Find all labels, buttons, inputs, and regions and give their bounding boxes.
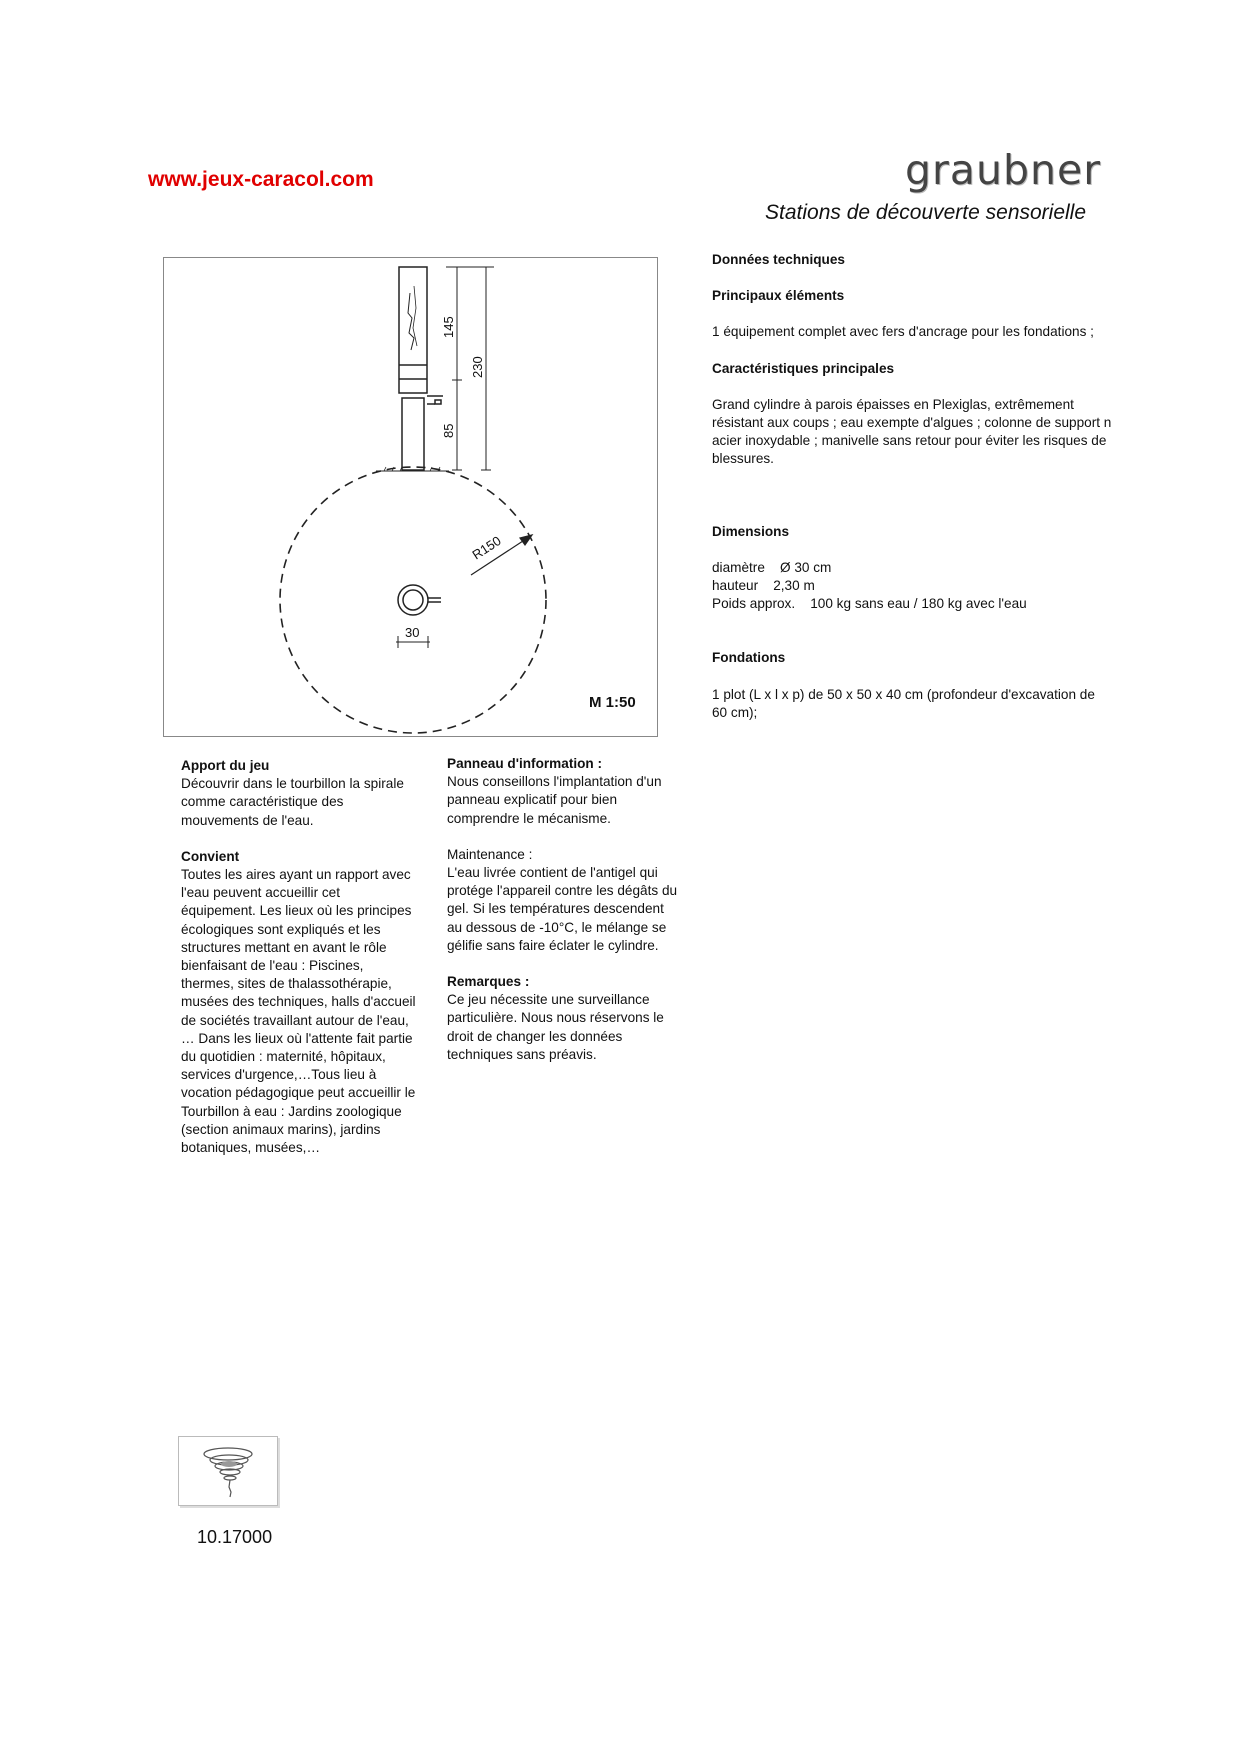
- main-elements-title: Principaux éléments: [712, 288, 845, 304]
- apport-text: Découvrir dans le tourbillon la spirale comme caractéristique des mouvements de l'eau.: [181, 776, 404, 828]
- dim-radius: R150: [469, 533, 504, 563]
- website-link[interactable]: www.jeux-caracol.com: [148, 168, 374, 191]
- remarques-title: Remarques :: [447, 974, 530, 990]
- apport-title: Apport du jeu: [181, 758, 270, 773]
- dim-30: 30: [405, 625, 420, 640]
- column-top-view: [398, 585, 441, 615]
- foundations-title: Fondations: [712, 650, 786, 666]
- brand-logo: graubner: [905, 146, 1102, 194]
- panneau-text: Nous conseillons l'implantation d'un panneau explicatif pour bien comprendre le mécanisme.: [447, 774, 662, 826]
- scale-label: M 1:50: [589, 694, 636, 711]
- dim-230: 230: [470, 356, 485, 378]
- page-subtitle: Stations de découverte sensorielle: [765, 201, 1087, 224]
- range-circle: [280, 467, 546, 733]
- dimension-line: Poids approx. 100 kg sans eau / 180 kg avec l'eau: [712, 596, 1027, 612]
- dim-145: 145: [441, 316, 456, 338]
- column-side-view: [376, 267, 449, 471]
- remarques-text: Ce jeu nécessite une surveillance particulière. Nous nous réservons le droit de changer les données techniques sans préavis.: [447, 992, 664, 1062]
- product-icon-box: [178, 1436, 278, 1506]
- characteristics-title: Caractéristiques principales: [712, 360, 895, 376]
- specs-title: Données techniques: [712, 252, 845, 267]
- technical-specs: [712, 251, 1112, 740]
- characteristics-text: Grand cylindre à parois épaisses en Plexiglas, extrêmement résistant aux coups ; eau exempte d'algues ; colonne de support n acier inoxydable ; manivelle sans retour pour éviter les risques de blessures.: [712, 396, 1112, 467]
- left-text-column: [181, 757, 416, 1157]
- main-elements-text: 1 équipement complet avec fers d'ancrage pour les fondations ;: [712, 324, 1094, 340]
- maintenance-title: Maintenance :: [447, 846, 533, 862]
- dim-85: 85: [441, 423, 456, 438]
- panneau-title: Panneau d'information :: [447, 756, 603, 771]
- middle-text-column: [447, 755, 682, 1064]
- product-code: 10.17000: [197, 1527, 273, 1547]
- dimension-line: hauteur 2,30 m: [712, 578, 815, 594]
- convient-text: Toutes les aires ayant un rapport avec l'eau peuvent accueillir cet équipement. Les lieux où les principes écologiques sont expliqués et les structures mettant en avant le rôle bienfaisant de l'eau : Piscines, thermes, sites de thalassothérapie, musées des techniques, halls d'accueil de sociétés travaillant autour de l'eau, … Dans les lieux où l'attente fait partie du quotidien : maternité, hôpitaux, services d'urgence,…Tous lieu à vocation pédagogique peut accueillir le Tourbillon à eau : Jardins zoologique (section animaux marins), jardins botaniques, musées,…: [181, 867, 416, 1156]
- convient-title: Convient: [181, 848, 240, 864]
- drawing-svg: [164, 258, 657, 736]
- tornado-icon: [179, 1437, 277, 1505]
- dimension-line: diamètre Ø 30 cm: [712, 559, 832, 575]
- maintenance-text: L'eau livrée contient de l'antigel qui protége l'appareil contre les dégâts du gel. Si les températures descendent au dessous de -10°C, le mélange se gélifie sans faire éclater le cylindre.: [447, 865, 678, 953]
- dimensions-title: Dimensions: [712, 523, 790, 539]
- technical-drawing: [163, 257, 658, 737]
- foundations-text: 1 plot (L x l x p) de 50 x 50 x 40 cm (profondeur d'excavation de 60 cm);: [712, 686, 1095, 720]
